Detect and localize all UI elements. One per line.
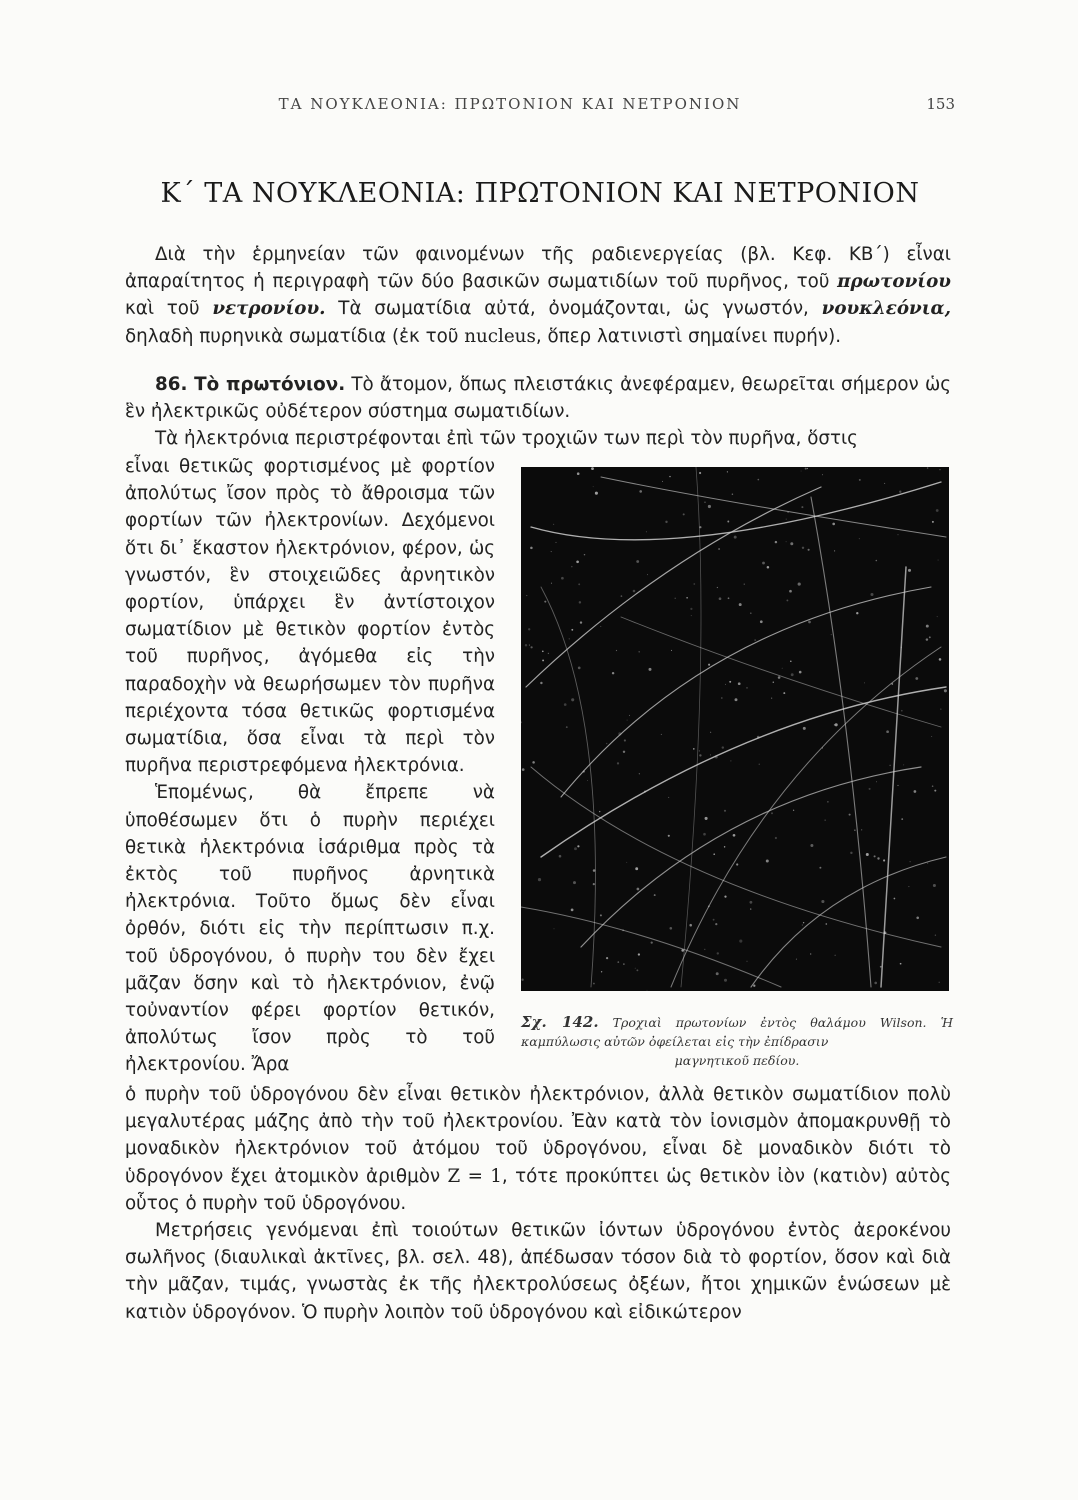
photo-speck (733, 834, 736, 837)
photo-speck (529, 645, 530, 646)
photo-speck (593, 983, 595, 985)
photo-speck (810, 844, 813, 847)
photo-speck (790, 542, 793, 545)
photo-speck (538, 878, 541, 881)
photo-speck (850, 852, 852, 854)
intro-text-3: Τὰ σωματίδια αὐτά, ὀνομάζονται, ὡς γνωστόν, (325, 298, 822, 320)
left-para-1: εἶναι θετικῶς φορτισμένος μὲ φορτίον ἀπολύτως ἴσον πρὸς τὸ ἄθροισμα τῶν φορτίων τῶν ἠλεκτρονίων. Δεχόμενοι ὅτι δι᾿ ἕκαστον ἠλεκτρόνιον, φέρον, ὡς γνωστόν, ἓν στοιχειῶδες ἀρνητικὸν φορτίον, ὑπάρχει ἓν ἀντίστοιχον σωματίδιον μὲ θετικὸν φορτίον ἐντὸς τοῦ πυρῆνος, ἀγόμεθα εἰς τὴν παραδοχὴν νὰ θεωρήσωμεν τὸν πυρῆνα περιέχοντα τόσα θετικῶς φορτισμένα σωματίδια, ὅσα εἶναι τὰ περὶ τὸν πυρῆνα περιστρεφόμενα ἠλεκτρόνια. (125, 456, 495, 777)
photo-speck (555, 542, 556, 543)
photo-speck (822, 474, 823, 475)
section-86 (125, 371, 951, 453)
photo-speck (600, 914, 602, 916)
photo-speck (621, 595, 623, 597)
photo-speck (859, 479, 861, 481)
photo-speck (831, 634, 832, 635)
photo-speck (808, 549, 810, 551)
photo-speck (799, 671, 802, 674)
photo-speck (786, 541, 787, 542)
cloud-chamber-photo (521, 467, 949, 991)
photo-speck (767, 566, 770, 569)
photo-speck (789, 590, 792, 593)
photo-speck (936, 509, 939, 512)
photo-speck (629, 715, 630, 716)
photo-speck (900, 963, 902, 965)
photo-speck (749, 901, 752, 904)
photo-speck (633, 590, 636, 593)
photo-speck (861, 829, 862, 830)
photo-speck (724, 846, 725, 847)
photo-speck (651, 941, 653, 943)
photo-speck (944, 689, 947, 692)
photo-speck (883, 859, 885, 861)
photo-speck (802, 547, 804, 549)
photo-speck (903, 764, 904, 765)
photo-speck (916, 917, 919, 920)
photo-speck (866, 853, 869, 856)
photo-speck (758, 479, 760, 481)
photo-speck (624, 739, 626, 741)
photo-speck (869, 788, 871, 790)
photo-speck (686, 597, 688, 599)
photo-speck (675, 598, 676, 599)
photo-speck (606, 957, 608, 959)
photo-speck (530, 547, 533, 550)
photo-speck (626, 862, 627, 863)
photo-speck (668, 835, 670, 837)
page-number: 153 (926, 95, 955, 113)
section-text: Τὸ ἄτομον, ὅπως πλειστάκις ἀνεφέραμεν, θεωρεῖται σήμερον ὡς ἓν ἠλεκτρικῶς οὐδέτερον σύστημα σωματιδίων. (125, 374, 951, 423)
photo-speck (612, 672, 614, 674)
photo-speck (884, 483, 885, 484)
photo-speck (725, 684, 726, 685)
photo-speck (894, 898, 896, 900)
photo-speck (571, 629, 573, 631)
photo-speck (739, 603, 742, 606)
photo-speck (775, 837, 777, 839)
photo-speck (889, 765, 891, 767)
photo-speck (897, 785, 898, 786)
photo-speck (791, 673, 794, 676)
photo-speck (580, 621, 582, 623)
photo-speck (807, 468, 808, 469)
photo-speck (927, 863, 928, 864)
photo-speck (717, 587, 718, 588)
photo-speck (766, 860, 769, 863)
photo-speck (759, 764, 760, 765)
photo-speck (937, 616, 938, 617)
latin-word: nucleus (464, 325, 536, 347)
photo-speck (724, 896, 726, 898)
photo-speck (716, 972, 719, 975)
photo-speck (528, 628, 530, 630)
photo-speck (802, 924, 803, 925)
photo-speck (699, 754, 701, 756)
photo-speck (721, 697, 723, 699)
photo-speck (670, 927, 673, 930)
photo-speck (522, 768, 525, 771)
photo-speck (877, 857, 879, 859)
photo-speck (542, 650, 544, 652)
photo-speck (926, 638, 928, 640)
photo-speck (564, 703, 567, 706)
photo-speck (760, 620, 763, 623)
photo-speck (521, 979, 523, 981)
left-para-2: Ἑπομένως, θὰ ἔπρεπε νὰ ὑποθέσωμεν ὅτι ὁ πυρὴν περιέχει θετικὰ ἠλεκτρόνια ἰσάριθμα πρὸς τὰ ἐκτὸς τοῦ πυρῆνος ἀρνητικὰ ἠλεκτρόνια. Τοῦτο ὅμως δὲν εἶναι ὀρθόν, διότι εἰς τὴν περίπτωσιν π.χ. τοῦ ὑδρογόνου, ὁ πυρὴν του δὲν ἔχει μᾶζαν ὅσην καὶ τὸ ἠλεκτρόνιον, ἐνῷ τοὐναντίον φέρει φορτίον θετικόν, ἀπολύτως ἴσον πρὸς τὸ τοῦ ἠλεκτρονίου. Ἄρα (125, 782, 495, 1076)
figure-label: Σχ. 142. (521, 1013, 599, 1031)
photo-speck (703, 833, 706, 836)
photo-speck (554, 928, 555, 929)
photo-speck (689, 924, 692, 927)
photo-speck (548, 653, 549, 654)
photo-speck (746, 687, 747, 688)
photo-speck (571, 566, 573, 568)
photo-speck (910, 861, 911, 862)
photo-speck (908, 569, 911, 572)
photo-speck (635, 867, 638, 870)
photo-speck (718, 548, 720, 550)
photo-speck (746, 961, 747, 962)
photo-speck (593, 883, 595, 885)
figure-caption (521, 1013, 953, 1070)
photo-speck (750, 612, 752, 614)
photo-speck (825, 923, 827, 925)
photo-speck (803, 922, 804, 923)
photo-speck (773, 682, 774, 683)
photo-speck (616, 650, 617, 651)
photo-speck (591, 467, 594, 470)
photo-speck (647, 990, 648, 991)
photo-speck (724, 979, 727, 982)
photo-speck (935, 935, 936, 936)
photo-speck (542, 659, 544, 661)
photo-speck (727, 521, 729, 523)
photo-speck (808, 621, 811, 624)
photo-speck (710, 754, 711, 755)
photo-speck (825, 820, 826, 821)
photo-speck (834, 550, 835, 551)
term-proton: πρωτονίου (837, 271, 951, 293)
photo-speck (561, 577, 564, 580)
chapter-title: Κ΄ ΤΑ ΝΟΥΚΛΕΟΝΙΑ: ΠΡΩΤΟΝΙΟΝ ΚΑΙ ΝΕΤΡΟΝΙΟΝ (160, 178, 920, 209)
photo-speck (827, 801, 828, 802)
photo-speck (886, 730, 889, 733)
photo-speck (566, 726, 568, 728)
photo-speck (938, 560, 939, 561)
photo-speck (875, 560, 877, 562)
intro-paragraph (125, 241, 951, 350)
photo-speck (600, 626, 601, 627)
photo-speck (939, 469, 940, 470)
photo-speck (636, 560, 639, 563)
photo-speck (715, 923, 717, 925)
photo-speck (821, 900, 824, 903)
photo-speck (732, 494, 733, 495)
photo-speck (683, 513, 685, 515)
photo-speck (929, 636, 931, 638)
photo-speck (901, 710, 903, 712)
photo-speck (553, 524, 554, 525)
bottom-text-1: ὁ πυρὴν τοῦ ὑδρογόνου δὲν εἶναι θετικὸν ἠλεκτρόνιον, ἀλλὰ θετικὸν σωματίδιον πολὺ μεγαλυτέρας μάζης ἀπὸ τὴν τοῦ ἠλεκτρονίου. Ἐὰν κατὰ τὸν ἰονισμὸν ἀπομακρυνθῇ τὸ μοναδικὸν ἠλεκτρόνιον τοῦ ἀτόμου τοῦ ὑδρογόνου, εἶναι δὲ μοναδικὸν διότι τὸ ὑδρογόνον ἔχει ἀτομικὸν ἀριθμὸν (125, 1084, 951, 1187)
term-neutron: νετρονίου. (212, 298, 326, 320)
photo-speck (569, 638, 570, 639)
photo-speck (599, 811, 600, 812)
photo-speck (719, 597, 722, 600)
photo-speck (638, 651, 640, 653)
photo-speck (578, 667, 581, 670)
photo-speck (704, 502, 705, 503)
photo-speck (623, 751, 625, 753)
photo-speck (798, 583, 801, 586)
photo-speck (713, 853, 715, 855)
photo-speck (856, 612, 858, 614)
photo-speck (859, 538, 860, 539)
photo-speck (931, 736, 932, 737)
bottom-para-2: Μετρήσεις γενόμεναι ἐπὶ τοιούτων θετικῶν ἰόντων ὑδρογόνου ἐντὸς ἀεροκένου σωλῆνος (διαυλικαὶ ἀκτῖνες, βλ. σελ. 48), ἀπέδωσαν τόσον διὰ τὸ φορτίον, ὅσον καὶ διὰ τὴν μᾶζαν, τιμάς, γνωστὰς ἐκ τῆς ἠλεκτρολύσεως ὀξέων, ἤτοι χημικῶν ἑνώσεων μὲ κατιὸν ὑδρογόνον. Ὁ πυρὴν λοιπὸν τοῦ ὑδρογόνου καὶ εἰδικώτερον (125, 1220, 951, 1323)
photo-speck (870, 593, 873, 596)
photo-speck (584, 554, 585, 555)
photo-speck (690, 608, 692, 610)
photo-speck (722, 746, 724, 748)
photo-speck (661, 734, 662, 735)
bottom-text-2: , τότε προκύπτει ὡς θετικὸν ἰὸν (κατιὸν) αὐτὸς οὗτος ὁ πυρὴν τοῦ ὑδρογόνου. (125, 1165, 951, 1214)
photo-speck (729, 681, 731, 683)
photo-speck (559, 855, 562, 858)
photo-speck (662, 481, 663, 482)
photo-speck (638, 953, 640, 955)
photo-speck (736, 863, 738, 865)
photo-speck (927, 467, 929, 469)
photo-speck (544, 601, 546, 603)
photo-speck (778, 676, 781, 679)
photo-speck (899, 491, 901, 493)
photo-speck (574, 847, 577, 850)
photo-speck (710, 732, 711, 733)
photo-speck (531, 646, 533, 648)
photo-speck (854, 830, 855, 831)
photo-speck (796, 959, 797, 960)
photo-speck (727, 471, 728, 472)
photo-speck (525, 644, 527, 646)
photo-speck (849, 814, 851, 816)
photo-speck (571, 698, 574, 701)
photo-speck (705, 817, 708, 820)
photo-speck (938, 982, 939, 983)
photo-speck (595, 492, 598, 495)
photo-speck (801, 471, 802, 472)
photo-speck (699, 750, 700, 751)
photo-speck (739, 940, 742, 943)
photo-speck (819, 867, 821, 869)
photo-speck (832, 523, 835, 526)
photo-speck (771, 698, 772, 699)
photo-speck (810, 953, 811, 954)
photo-speck (734, 536, 737, 539)
formula: Z = 1 (447, 1165, 502, 1187)
photo-speck (699, 472, 701, 474)
photo-speck (669, 476, 670, 477)
photo-speck (571, 909, 574, 912)
caption-text: Τροχιαὶ πρωτονίων ἐντὸς θαλάμου Wilson. Ἡ καμπύλωσις αὐτῶν ὀφείλεται εἰς τὴν ἐπίδρασιν (521, 1015, 953, 1049)
photo-speck (790, 660, 792, 662)
photo-speck (649, 668, 652, 671)
photo-speck (579, 601, 581, 603)
photo-speck (738, 682, 741, 685)
photo-speck (783, 692, 785, 694)
photo-speck (606, 743, 608, 745)
intro-text-4: δηλαδὴ πυρηνικὰ σωματίδια (ἐκ τοῦ (125, 325, 465, 347)
photo-speck (717, 952, 719, 954)
photo-speck (835, 955, 836, 956)
photo-speck (933, 884, 936, 887)
photo-speck (587, 780, 588, 781)
left-column-text (125, 453, 495, 1079)
running-header: ΤΑ ΝΟΥΚΛΕΟΝΙΑ: ΠΡΩΤΟΝΙΟΝ ΚΑΙ ΝΕΤΡΟΝΙΟΝ (278, 95, 742, 113)
photo-speck (713, 919, 715, 921)
intro-text-2: καὶ τοῦ (125, 298, 213, 320)
photo-speck (901, 818, 903, 820)
photo-speck (753, 985, 755, 987)
photo-speck (627, 720, 628, 721)
photo-speck (880, 966, 882, 968)
photo-speck (835, 723, 838, 726)
photo-speck (864, 682, 865, 683)
section-para2-line: Τὰ ἠλεκτρόνια περιστρέφονται ἐπὶ τῶν τροχιῶν των περὶ τὸν πυρῆνα, ὅστις (155, 428, 858, 450)
term-nucleons: νουκλεόνια, (821, 298, 951, 320)
caption-last-line: μαγνητικοῦ πεδίου. (674, 1053, 800, 1068)
photo-speck (786, 519, 787, 520)
photo-speck (724, 810, 726, 812)
photo-speck (762, 562, 765, 565)
photo-speck (704, 949, 705, 950)
photo-speck (639, 773, 640, 774)
photo-speck (691, 615, 692, 616)
photo-speck (617, 762, 619, 764)
photo-speck (551, 583, 552, 584)
photo-speck (635, 968, 636, 969)
photo-speck (654, 894, 656, 896)
photo-speck (782, 668, 783, 669)
photo-speck (908, 886, 909, 887)
photo-speck (532, 761, 535, 764)
photo-speck (665, 521, 667, 523)
photo-speck (646, 531, 647, 532)
photo-speck (897, 534, 898, 535)
photo-speck (934, 790, 936, 792)
photo-speck (915, 677, 918, 680)
photo-speck (874, 982, 877, 985)
photo-speck (728, 597, 730, 599)
photo-speck (668, 797, 669, 798)
intro-text-1: Διὰ τὴν ἑρμηνείαν τῶν φαινομένων τῆς ραδιενεργείας (βλ. Κεφ. ΚΒ΄) εἶναι ἀπαραίτητος ἡ περιγραφὴ τῶν δύο βασικῶν σωματιδίων τοῦ πυρῆνος, τοῦ (125, 244, 951, 293)
photo-speck (526, 595, 527, 596)
photo-speck (874, 855, 876, 857)
photo-speck (926, 625, 929, 628)
photo-speck (708, 664, 710, 666)
photo-speck (801, 506, 803, 508)
photo-speck (939, 658, 942, 661)
photo-speck (551, 551, 552, 552)
bottom-text (125, 1081, 951, 1326)
photo-speck (639, 490, 642, 493)
photo-speck (693, 748, 695, 750)
photo-speck (576, 560, 579, 563)
photo-speck (793, 810, 794, 811)
photo-speck (932, 785, 934, 787)
photo-speck (730, 760, 731, 761)
photo-speck (573, 881, 576, 884)
photo-speck (601, 971, 602, 972)
photo-speck (671, 650, 672, 651)
photo-speck (637, 888, 640, 891)
photo-speck (636, 969, 638, 971)
photo-speck (577, 845, 579, 847)
photo-speck (540, 682, 542, 684)
section-heading: 86. Τὸ πρωτόνιον. (155, 374, 346, 395)
photo-speck (932, 521, 934, 523)
photo-speck (577, 472, 580, 475)
photo-speck (744, 584, 745, 585)
photo-speck (593, 486, 594, 487)
photo-speck (750, 908, 751, 909)
intro-text-5: , ὅπερ λατινιστὶ σημαίνει πυρήν). (535, 325, 842, 347)
photo-speck (755, 640, 756, 641)
photo-speck (805, 468, 807, 470)
photo-speck (775, 541, 777, 543)
photo-speck (803, 727, 806, 730)
photo-speck (647, 574, 648, 575)
photo-speck (708, 505, 711, 508)
photo-speck (914, 790, 917, 793)
photo-speck (617, 961, 619, 963)
photo-speck (578, 583, 580, 585)
photo-speck (771, 812, 773, 814)
photo-speck (786, 599, 788, 601)
photo-speck (693, 583, 695, 585)
photo-speck (876, 781, 877, 782)
photo-speck (940, 709, 941, 710)
photo-speck (623, 963, 624, 964)
photo-speck (735, 698, 738, 701)
proton-tracks-image (521, 467, 949, 991)
